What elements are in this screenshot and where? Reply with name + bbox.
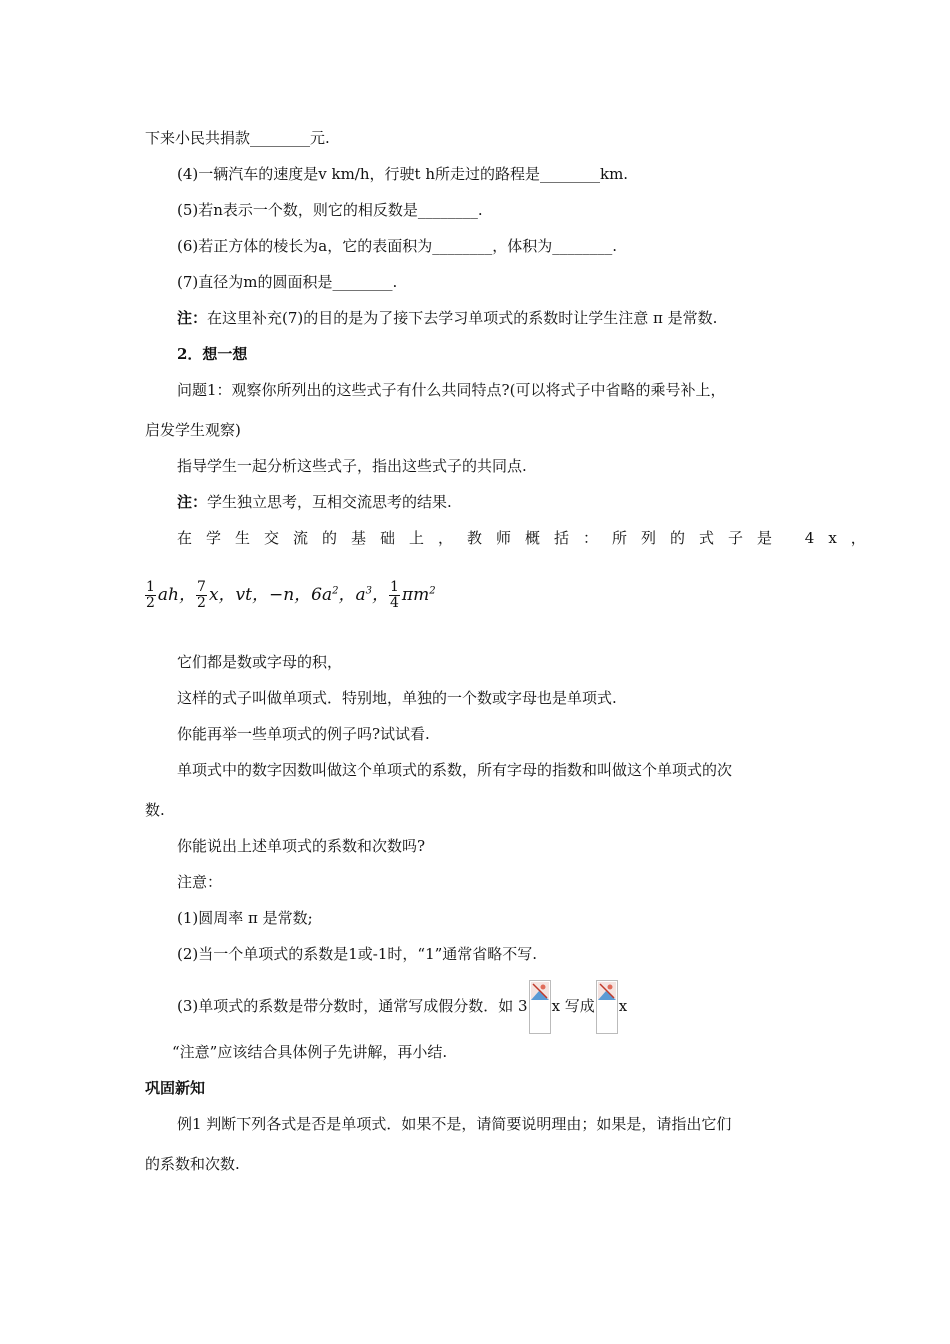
text-line: 你能再举一些单项式的例子吗?试试看. — [177, 725, 430, 743]
broken-image-icon — [529, 980, 551, 1034]
text-fragment: x 写成 — [551, 997, 595, 1015]
text-line: 例1 判断下列各式是否是单项式．如果不是，请简要说明理由；如果是，请指出它们 — [177, 1115, 732, 1133]
fraction: $\frac{7}{2}$ — [197, 579, 206, 611]
text-line: 这样的式子叫做单项式．特别地，单独的一个数或字母也是单项式. — [177, 689, 617, 707]
fraction: $\frac{1}{2}$ — [146, 579, 155, 611]
section-heading: 巩固新知 — [145, 1079, 206, 1097]
text-line: 数. — [145, 801, 165, 819]
text-line — [177, 980, 627, 1034]
text-line: (4)一辆汽车的速度是v km/h，行驶t h所走过的路程是________km. — [177, 165, 629, 183]
text-line: 它们都是数或字母的积， — [177, 653, 343, 671]
text-line: (5)若n表示一个数，则它的相反数是________. — [177, 201, 483, 219]
text-line: 你能说出上述单项式的系数和次数吗? — [177, 837, 426, 855]
text-line: 的系数和次数. — [145, 1155, 240, 1173]
text-line: “注意”应该结合具体例子先讲解，再小结. — [172, 1043, 448, 1061]
note-label: 注： — [177, 309, 208, 327]
text-line: 下来小民共捐款________元. — [145, 129, 330, 147]
fraction: $\frac{1}{4}$ — [390, 579, 399, 611]
note-line — [177, 308, 717, 328]
text-line: 单项式中的数字因数叫做这个单项式的系数，所有字母的指数和叫做这个单项式的次 — [177, 761, 733, 779]
section-heading: 2．想一想 — [177, 345, 248, 363]
text-line: (7)直径为m的圆面积是________. — [177, 273, 398, 291]
text-fragment: (3)单项式的系数是带分数时，通常写成假分数．如 3 — [177, 997, 528, 1015]
text-line: (6)若正方体的棱长为a，它的表面积为________，体积为________. — [177, 237, 617, 255]
text-line: (1)圆周率 π 是常数; — [177, 909, 313, 927]
text-fragment: x — [618, 997, 628, 1015]
text-line: (2)当一个单项式的系数是1或-1时，“1”通常省略不写. — [177, 945, 538, 963]
broken-image-icon — [596, 980, 618, 1034]
note-text: 在这里补充(7)的目的是为了接下去学习单项式的系数时让学生注意 π 是常数. — [207, 309, 718, 327]
text-line: 启发学生观察) — [145, 421, 241, 439]
note-text: 学生独立思考，互相交流思考的结果. — [207, 493, 452, 511]
text-line: 问题1：观察你所列出的这些式子有什么共同特点?(可以将式子中省略的乘号补上， — [177, 381, 726, 399]
math-expression: $\frac{1}{2}$ ah， $\frac{7}{2}$ x，vt，−n，$6a^2$，$a^3$， $\frac{1}{4}$ $\pi m^2$ — [146, 579, 436, 611]
text-line: 注意： — [177, 873, 223, 891]
text-line: 在学生交流的基础上，教师概括：所列的式子是 4x， — [177, 529, 880, 547]
note-label: 注： — [177, 493, 208, 511]
text-line: 指导学生一起分析这些式子，指出这些式子的共同点. — [177, 457, 527, 475]
note-line — [177, 492, 452, 512]
